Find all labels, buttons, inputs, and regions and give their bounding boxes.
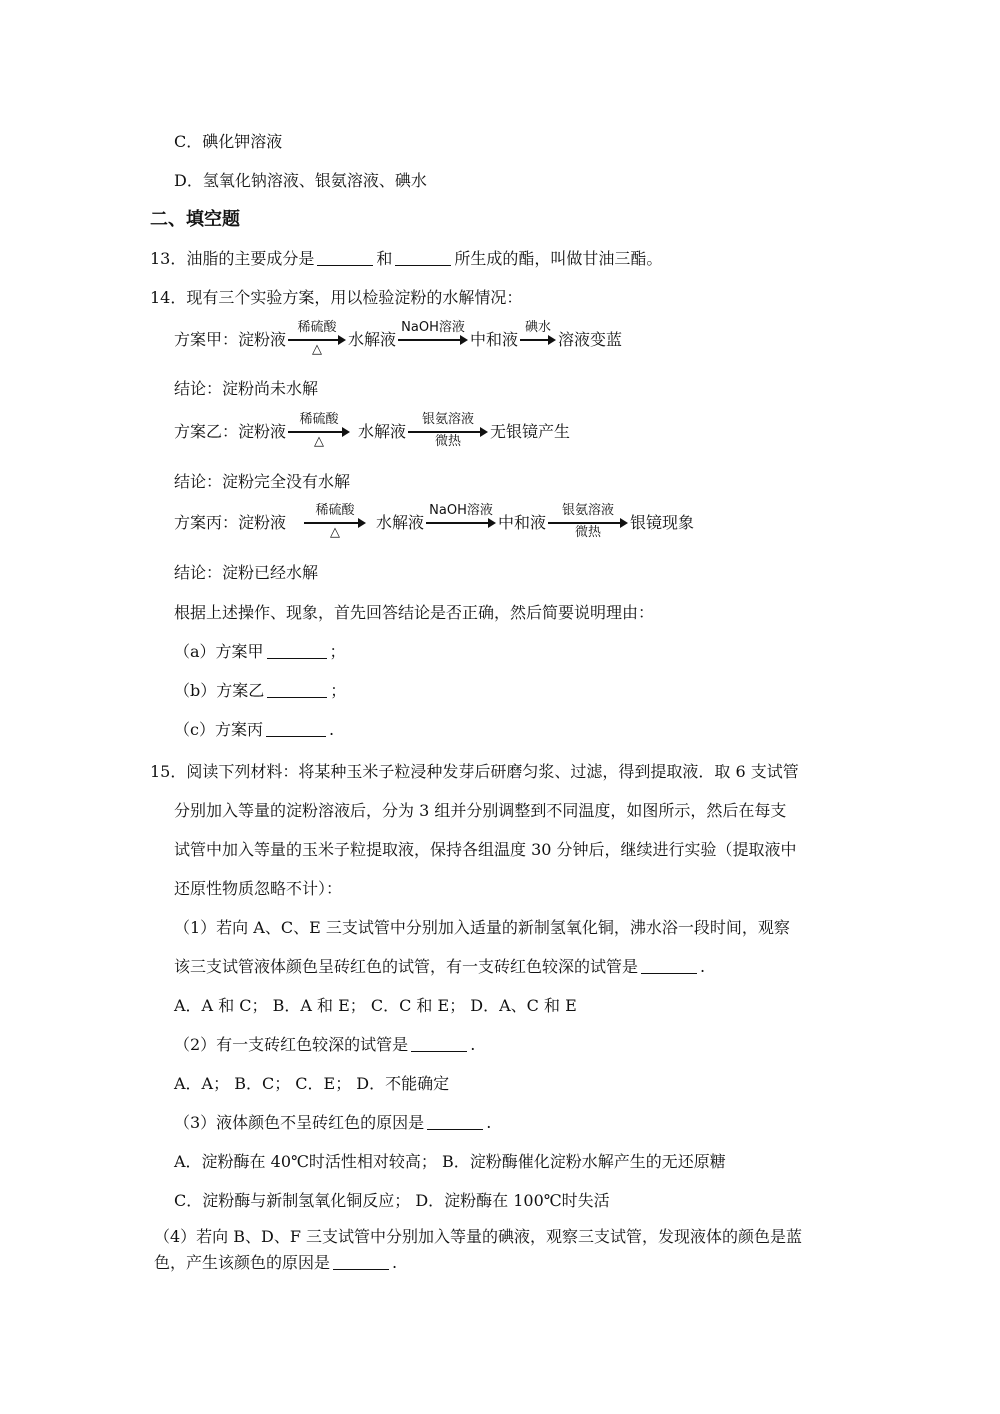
q14-b-end: ；	[330, 681, 347, 700]
q15-sub3-options-1: A．淀粉酶在 40℃时活性相对较高； B．淀粉酶催化淀粉水解产生的无还原糖	[174, 1152, 726, 1171]
scheme-yi-substance-1: 水解液	[358, 422, 407, 441]
scheme-yi-conclusion: 结论：淀粉完全没有水解	[174, 472, 351, 491]
arrow-shaft	[426, 522, 490, 524]
scheme-yi-substance-2: 无银镜产生	[490, 422, 571, 441]
scheme-bing-substance-2: 中和液	[498, 513, 547, 532]
q13-text-2: 和	[376, 249, 393, 268]
scheme-yi	[174, 412, 570, 452]
q14-intro: 14．现有三个实验方案，用以检验淀粉的水解情况：	[150, 288, 523, 307]
q14-answer-a	[174, 641, 346, 663]
q15-sub3-options-2: C．淀粉酶与新制氢氧化铜反应； D．淀粉酶在 100℃时失活	[174, 1191, 610, 1210]
q15-sub1-line-1: （1）若向 A、C、E 三支试管中分别加入适量的新制氢氧化铜，沸水浴一段时间，观察	[174, 918, 790, 937]
q14-answer-c	[174, 719, 334, 741]
q14-answer-b	[174, 680, 346, 702]
scheme-jia-substance-1: 水解液	[348, 330, 397, 349]
scheme-bing-label: 方案丙：淀粉液	[174, 513, 287, 532]
q15-sub3	[174, 1112, 491, 1134]
q15-sub2-options: A．A； B．C； C．E； D．不能确定	[174, 1074, 450, 1093]
q14-c-end: .	[328, 720, 335, 739]
q15-sub3-end: .	[486, 1113, 492, 1132]
arrow-shaft	[288, 339, 340, 341]
q15-sub1-options: A．A 和 C； B．A 和 E； C．C 和 E； D．A、C 和 E	[174, 996, 577, 1015]
q12-option-d: D．氢氧化钠溶液、银氨溶液、碘水	[174, 171, 427, 190]
reaction-arrow	[288, 320, 346, 360]
answer-blank[interactable]	[267, 642, 327, 659]
q15-sub1-text: 该三支试管液体颜色呈砖红色的试管，有一支砖红色较深的试管是	[174, 957, 639, 976]
arrow-shaft	[398, 339, 462, 341]
reaction-arrow	[548, 503, 628, 543]
question-13	[150, 248, 662, 270]
answer-blank[interactable]	[427, 1113, 483, 1130]
answer-blank[interactable]	[641, 957, 697, 974]
answer-blank[interactable]	[267, 681, 327, 698]
arrow-shaft	[288, 431, 344, 433]
arrow-condition-bottom: △	[314, 434, 325, 449]
arrow-condition-top: 银氨溶液	[562, 503, 615, 518]
answer-blank[interactable]	[333, 1253, 389, 1270]
scheme-bing-substance-1: 水解液	[376, 513, 425, 532]
scheme-yi-label: 方案乙：淀粉液	[174, 422, 287, 441]
q14-instruction: 根据上述操作、现象，首先回答结论是否正确，然后简要说明理由：	[174, 603, 655, 622]
reaction-arrow	[398, 320, 468, 360]
q15-sub4-text: 色，产生该颜色的原因是	[154, 1253, 331, 1272]
q14-b-label: （b）方案乙	[174, 681, 265, 700]
scheme-bing-conclusion: 结论：淀粉已经水解	[174, 563, 319, 582]
q15-sub2	[174, 1034, 475, 1056]
arrow-shaft	[408, 431, 482, 433]
arrow-head	[460, 335, 468, 345]
scheme-bing	[174, 503, 694, 543]
arrow-condition-top: 碘水	[525, 320, 552, 335]
scheme-jia-conclusion: 结论：淀粉尚未水解	[174, 379, 319, 398]
q15-sub4-line-1: （4）若向 B、D、F 三支试管中分别加入等量的碘液，观察三支试管，发现液体的颜色是蓝	[154, 1227, 803, 1246]
arrow-condition-bottom: △	[312, 342, 323, 357]
arrow-condition-bottom: 微热	[575, 525, 602, 540]
q15-line-3: 试管中加入等量的玉米子粒提取液，保持各组温度 30 分钟后，继续进行实验（提取液中	[174, 840, 797, 859]
q15-line-2: 分别加入等量的淀粉溶液后，分为 3 组并分别调整到不同温度，如图所示，然后在每支	[174, 801, 787, 820]
arrow-condition-top: 稀硫酸	[297, 320, 337, 335]
q15-sub2-end: .	[470, 1035, 476, 1054]
reaction-arrow	[408, 412, 488, 452]
q14-c-label: （c）方案丙	[174, 720, 263, 739]
q15-sub1-line-2	[174, 956, 705, 978]
answer-blank[interactable]	[317, 249, 373, 266]
arrow-head	[488, 518, 496, 528]
q14-a-end: ；	[329, 642, 346, 661]
q13-text-1: 13．油脂的主要成分是	[150, 249, 315, 268]
answer-blank[interactable]	[266, 720, 326, 737]
reaction-arrow	[520, 320, 556, 360]
q15-sub2-text: （2）有一支砖红色较深的试管是	[174, 1035, 409, 1054]
arrow-head	[548, 335, 556, 345]
reaction-arrow	[304, 503, 366, 543]
q15-sub1-end: .	[700, 957, 706, 976]
q15-sub4-line-2	[154, 1252, 397, 1274]
q15-line-4: 还原性物质忽略不计）：	[174, 879, 343, 898]
scheme-jia-substance-2: 中和液	[470, 330, 519, 349]
scheme-jia	[174, 320, 622, 360]
answer-blank[interactable]	[395, 249, 451, 266]
arrow-shaft	[548, 522, 622, 524]
scheme-jia-substance-3: 溶液变蓝	[558, 330, 623, 349]
arrow-shaft	[304, 522, 360, 524]
q12-option-c: C．碘化钾溶液	[174, 132, 283, 151]
arrow-condition-top: 稀硫酸	[299, 412, 339, 427]
scheme-bing-substance-3: 银镜现象	[630, 513, 695, 532]
arrow-condition-bottom: △	[330, 525, 341, 540]
arrow-condition-top: NaOH溶液	[401, 320, 465, 335]
reaction-arrow	[426, 503, 496, 543]
arrow-condition-top: 稀硫酸	[315, 503, 355, 518]
arrow-condition-top: 银氨溶液	[422, 412, 475, 427]
reaction-arrow	[288, 412, 350, 452]
q15-sub3-text: （3）液体颜色不呈砖红色的原因是	[174, 1113, 425, 1132]
q14-a-label: （a）方案甲	[174, 642, 264, 661]
arrow-condition-top: NaOH溶液	[429, 503, 493, 518]
q15-line-1: 15．阅读下列材料：将某种玉米子粒浸种发芽后研磨匀浆、过滤，得到提取液．取 6 支试管	[150, 762, 799, 781]
q13-text-3: 所生成的酯，叫做甘油三酯。	[454, 249, 663, 268]
q15-sub4-end: .	[392, 1253, 398, 1272]
arrow-shaft	[520, 339, 550, 341]
section-title: 二、填空题	[150, 209, 240, 230]
arrow-condition-bottom: 微热	[435, 434, 462, 449]
scheme-jia-label: 方案甲：淀粉液	[174, 330, 287, 349]
answer-blank[interactable]	[411, 1035, 467, 1052]
